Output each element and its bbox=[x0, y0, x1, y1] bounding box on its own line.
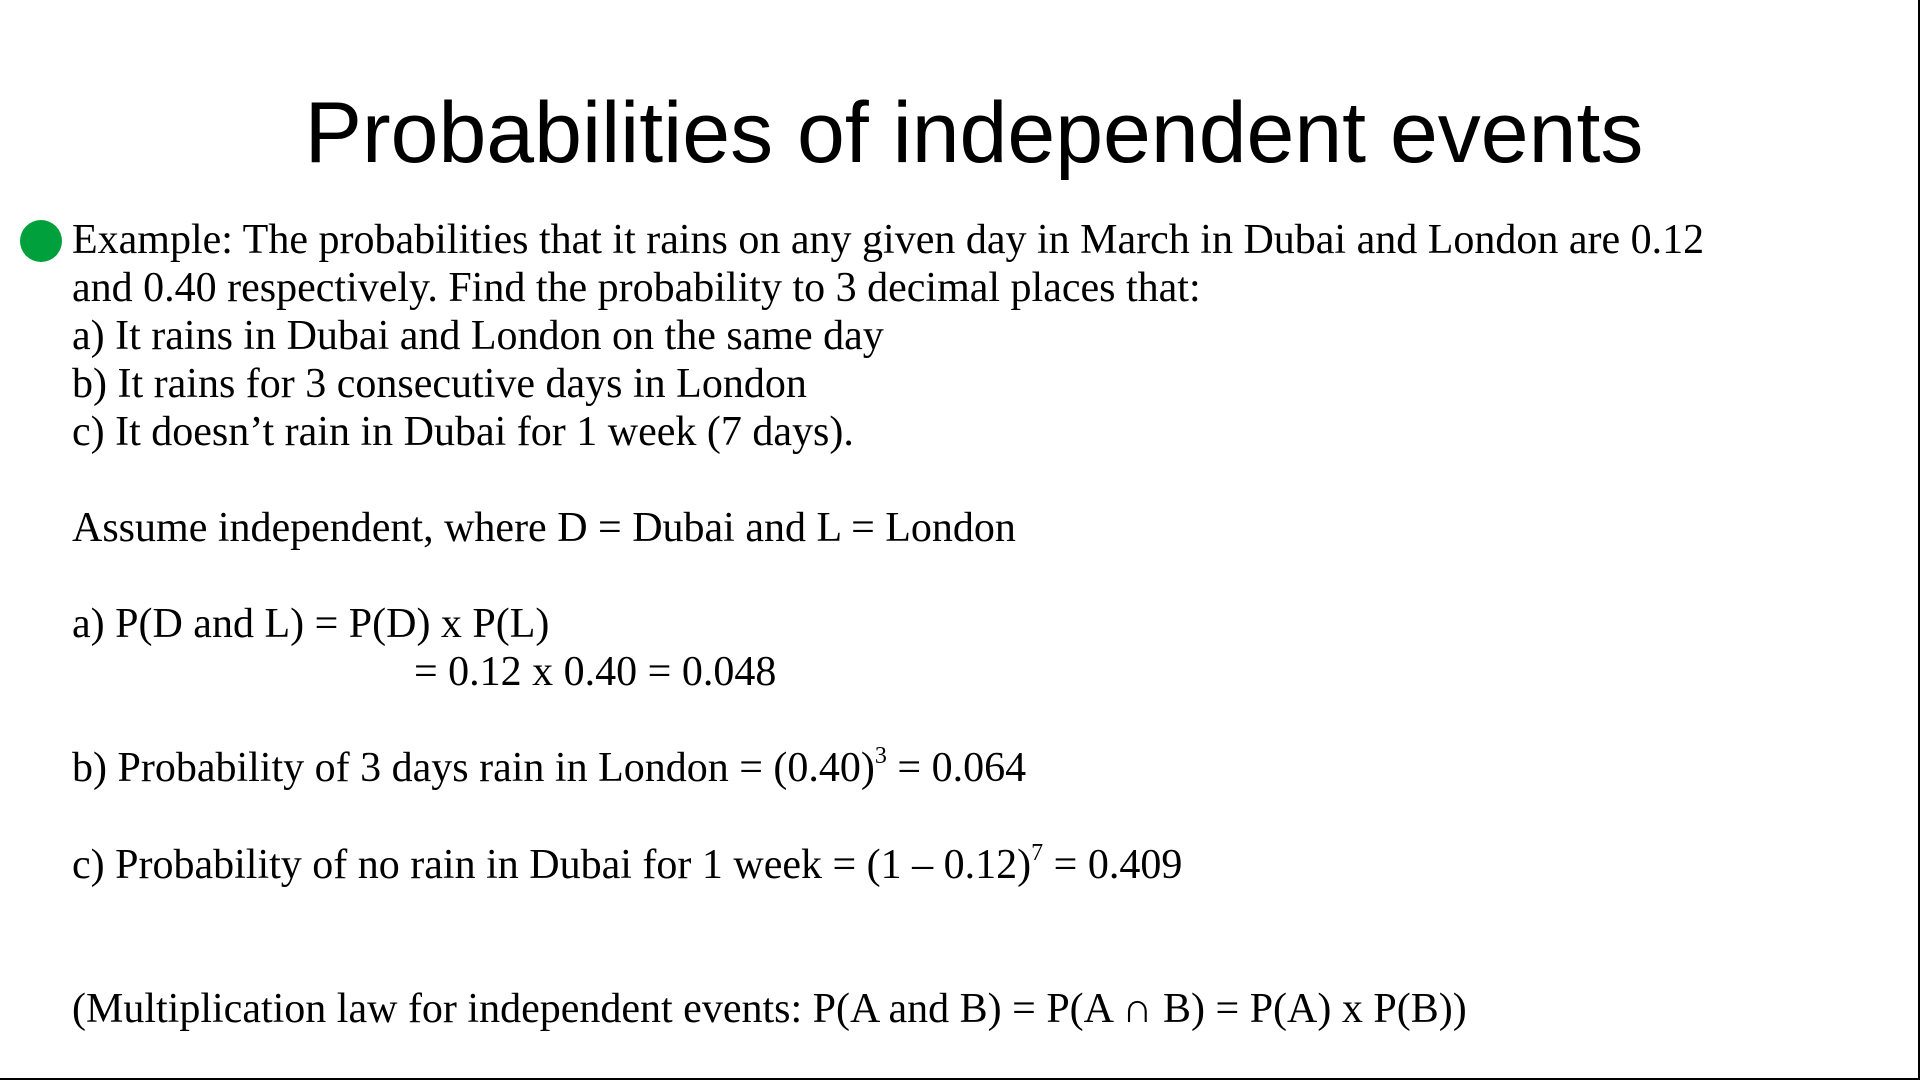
example-line-2: and 0.40 respectively. Find the probability to 3 decimal places that: bbox=[72, 265, 1201, 311]
answer-c-prefix: c) Probability of no rain in Dubai for 1 week = (1 – 0.12) bbox=[72, 842, 1032, 888]
multiplication-law: (Multiplication law for independent events: P(A and B) = P(A ∩ B) = P(A) x P(B)) bbox=[72, 986, 1467, 1032]
answer-b-exponent: 3 bbox=[874, 743, 887, 769]
answer-a-line-1: a) P(D and L) = P(D) x P(L) bbox=[72, 601, 550, 647]
assumption-text: Assume independent, where D = Dubai and L = London bbox=[72, 505, 1016, 551]
question-c: c) It doesn’t rain in Dubai for 1 week (7 days). bbox=[72, 409, 854, 455]
slide-title: Probabilities of independent events bbox=[304, 85, 1644, 181]
answer-c-exponent: 7 bbox=[1031, 840, 1044, 866]
question-a: a) It rains in Dubai and London on the same day bbox=[72, 313, 884, 359]
example-line-1: Example: The probabilities that it rains on any given day in March in Dubai and London are 0.12 bbox=[72, 217, 1705, 263]
bullet-icon bbox=[20, 220, 62, 262]
answer-b-prefix: b) Probability of 3 days rain in London = (0.40) bbox=[72, 745, 875, 791]
answer-b bbox=[72, 744, 1026, 792]
answer-a-line-2: = 0.12 x 0.40 = 0.048 bbox=[414, 649, 777, 695]
answer-c bbox=[72, 841, 1182, 889]
answer-b-suffix: = 0.064 bbox=[886, 745, 1027, 791]
question-b: b) It rains for 3 consecutive days in London bbox=[72, 361, 807, 407]
answer-c-suffix: = 0.409 bbox=[1043, 842, 1183, 888]
